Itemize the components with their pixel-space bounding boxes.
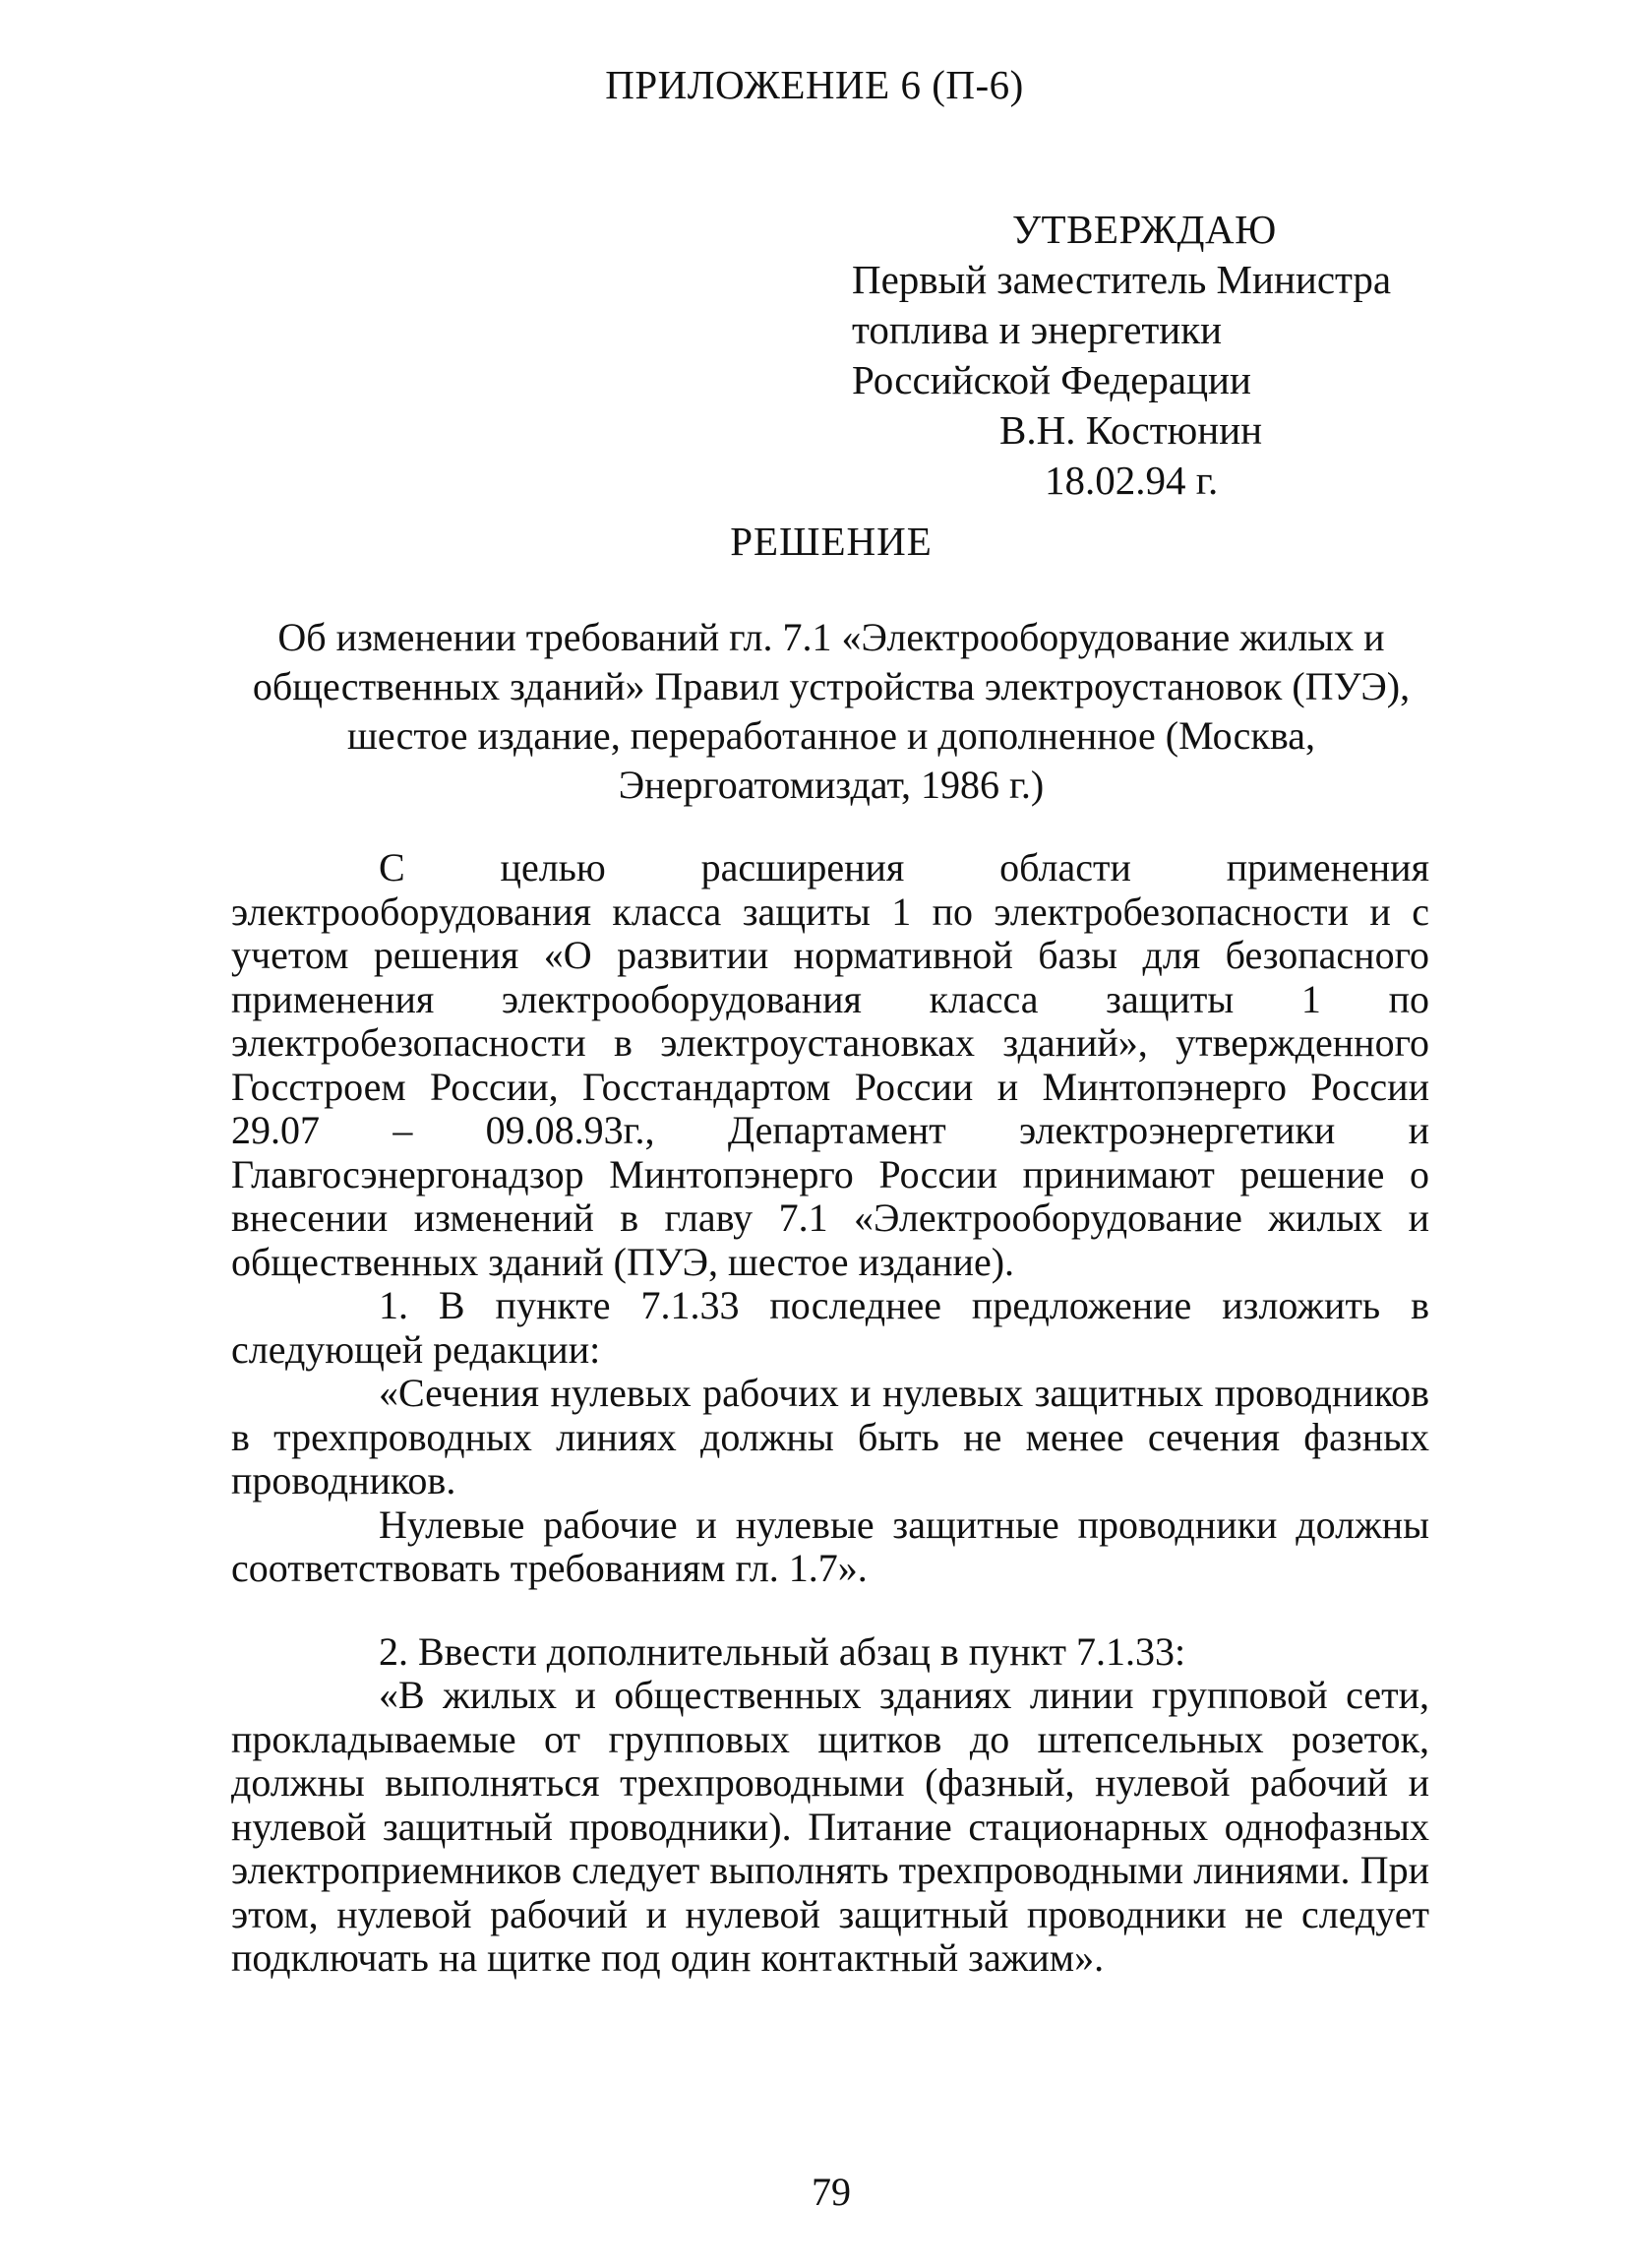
subject-line: Энергоатомиздат, 1986 г.) bbox=[618, 763, 1045, 807]
subject-line: шестое издание, переработанное и дополненное (Москва, bbox=[347, 713, 1315, 758]
body-text bbox=[231, 846, 1429, 1981]
body-paragraph-quote: «В жилых и общественных зданиях линии групповой сети, прокладываемые от групповых щитков до штепсельных розеток, должны выполняться трехпроводными (фазный, нулевой рабочий и нулевой защитный проводники). Питание стационарных однофазных электроприемников следует выполнять трехпроводными линиями. При этом, нулевой рабочий и нулевой защитный проводники не следует подключать на щитке под один контактный зажим». bbox=[231, 1673, 1429, 1980]
approval-block bbox=[852, 205, 1481, 506]
body-paragraph-quote: Нулевые рабочие и нулевые защитные проводники должны соответствовать требованиям гл. 1.7». bbox=[231, 1502, 1429, 1590]
approve-word: УТВЕРЖДАЮ bbox=[1012, 207, 1277, 252]
approval-date: 18.02.94 г. bbox=[1045, 458, 1219, 503]
body-paragraph-item-2: 2. Ввести дополнительный абзац в пункт 7.1.33: bbox=[379, 1628, 1186, 1674]
approver-position-line: топлива и энергетики bbox=[852, 307, 1223, 352]
decision-title: РЕШЕНИЕ bbox=[730, 519, 933, 564]
approver-position-line: Первый заместитель Министра bbox=[852, 257, 1392, 302]
page-number: 79 bbox=[812, 2170, 851, 2214]
subject-line: Об изменении требований гл. 7.1 «Электрооборудование жилых и bbox=[277, 615, 1385, 659]
body-paragraph-preamble: С целью расширения области применения электрооборудования класса защиты 1 по электробезопасности и с учетом решения «О развитии нормативной базы для безопасного применения электрооборудования класса защиты 1 по электробезопасности в электроустановках зданий», утвержденного Госстроем России, Госстандартом России и Минтопэнерго России 29.07 – 09.08.93г., Департамент электроэнергетики и Главгосэнергонадзор Минтопэнерго России принимают решение о внесении изменений в главу 7.1 «Электрооборудование жилых и общественных зданий (ПУЭ, шестое издание). bbox=[231, 845, 1429, 1284]
body-paragraph-item-1: 1. В пункте 7.1.33 последнее предложение изложить в следующей редакции: bbox=[231, 1283, 1429, 1372]
approver-position-line: Российской Федерации bbox=[852, 357, 1251, 402]
approver-name: В.Н. Костюнин bbox=[999, 407, 1263, 453]
body-paragraph-quote: «Сечения нулевых рабочих и нулевых защитных проводников в трехпроводных линиях должны быть не менее сечения фазных проводников. bbox=[231, 1371, 1429, 1502]
decision-subject bbox=[231, 613, 1431, 810]
appendix-title: ПРИЛОЖЕНИЕ 6 (П-6) bbox=[605, 62, 1024, 107]
subject-line: общественных зданий» Правил устройства электроустановок (ПУЭ), bbox=[252, 664, 1411, 708]
